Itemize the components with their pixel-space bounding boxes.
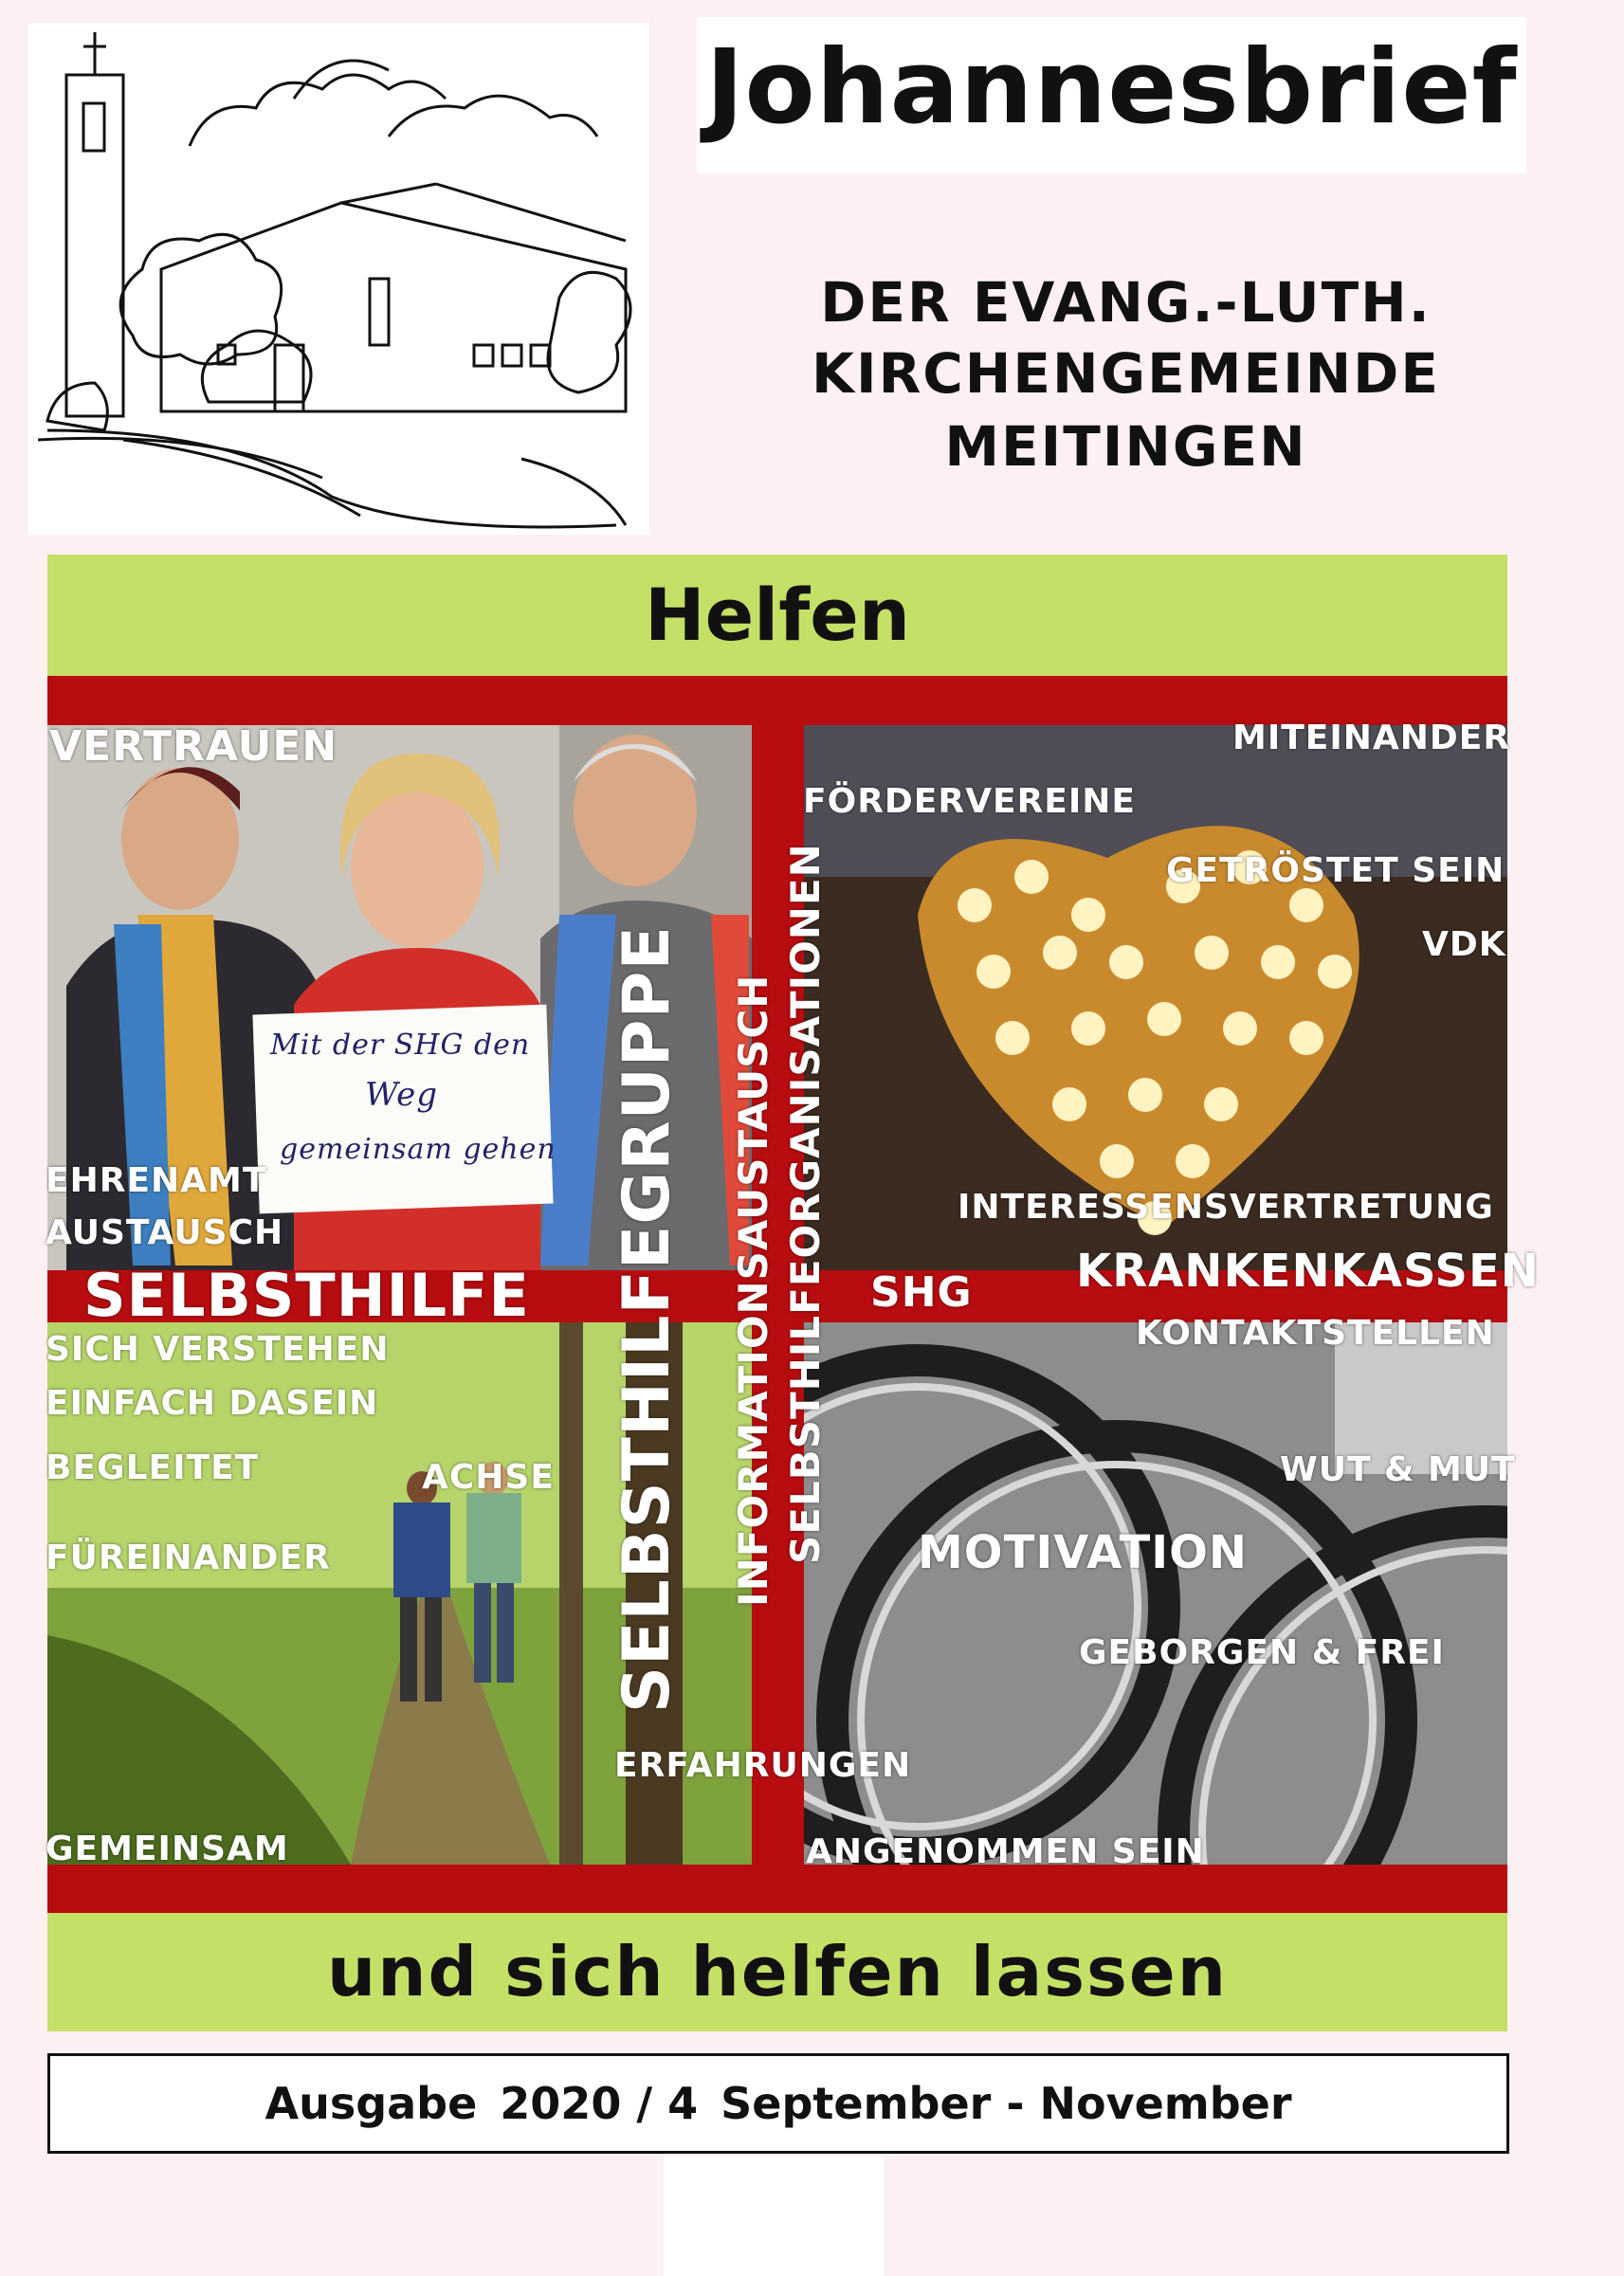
word-gemeinsam: GEMEINSAM: [46, 1830, 289, 1868]
word-austausch: AUSTAUSCH: [46, 1213, 284, 1252]
word-sich-verstehen: SICH VERSTEHEN: [46, 1330, 390, 1369]
word-kontaktstellen: KONTAKTSTELLEN: [1136, 1314, 1495, 1353]
subtitle-line-3: MEITINGEN: [944, 414, 1307, 479]
church-drawing-icon: [28, 23, 649, 535]
issue-period: September - November: [721, 2078, 1292, 2129]
issue-label: Ausgabe: [265, 2078, 478, 2129]
word-getroestet-sein: GETRÖSTET SEIN: [1166, 851, 1505, 890]
banner-helfen: Helfen: [47, 555, 1507, 676]
word-vertrauen: VERTRAUEN: [49, 722, 338, 771]
word-erfahrungen: ERFAHRUNGEN: [614, 1746, 912, 1785]
word-angenommen-sein: ANGENOMMEN SEIN: [806, 1832, 1205, 1871]
word-selbsthilfeorganisationen: SELBSTHILFEORGANISATIONEN: [782, 843, 829, 1564]
church-logo: [28, 23, 649, 535]
word-informationsaustausch: INFORMATIONSAUSTAUSCH: [730, 974, 776, 1607]
word-ehrenamt: EHRENAMT: [46, 1161, 267, 1200]
sign-text-3: gemeinsam gehen: [280, 1133, 557, 1166]
masthead-title: Johannesbrief: [705, 28, 1518, 147]
subtitle-line-1: DER EVANG.-LUTH.: [820, 270, 1432, 335]
sign-text-2: Weg: [365, 1076, 439, 1114]
word-selbsthilfegruppe: SELBSTHILFEGRUPPE: [610, 925, 684, 1713]
word-shg: SHG: [870, 1268, 973, 1317]
sign-text-1: Mit der SHG den: [270, 1029, 531, 1062]
word-geborgen-frei: GEBORGEN & FREI: [1079, 1633, 1445, 1672]
word-interessensvertretung: INTERESSENSVERTRETUNG: [958, 1188, 1494, 1227]
issue-number: 2020 / 4: [500, 2078, 699, 2129]
subtitle-line-2: KIRCHENGEMEINDE: [812, 341, 1440, 406]
bottom-white-strip: [664, 2157, 884, 2276]
word-fuereinander: FÜREINANDER: [46, 1539, 331, 1577]
word-selbsthilfe: SELBSTHILFE: [83, 1261, 530, 1330]
word-achse: ACHSE: [422, 1458, 555, 1497]
word-krankenkassen: KRANKENKASSEN: [1076, 1245, 1540, 1298]
word-motivation: MOTIVATION: [918, 1526, 1249, 1579]
banner-und-sich-helfen-lassen: und sich helfen lassen: [47, 1913, 1507, 2031]
word-miteinander: MITEINANDER: [1232, 719, 1511, 757]
word-foerdervereine: FÖRDERVEREINE: [803, 782, 1136, 821]
issue-info-box: [47, 2053, 1509, 2154]
word-wut-mut: WUT & MUT: [1280, 1450, 1516, 1489]
word-vdk: VDK: [1422, 925, 1506, 964]
word-einfach-dasein: EINFACH DASEIN: [46, 1384, 379, 1423]
word-begleitet: BEGLEITET: [46, 1448, 260, 1487]
